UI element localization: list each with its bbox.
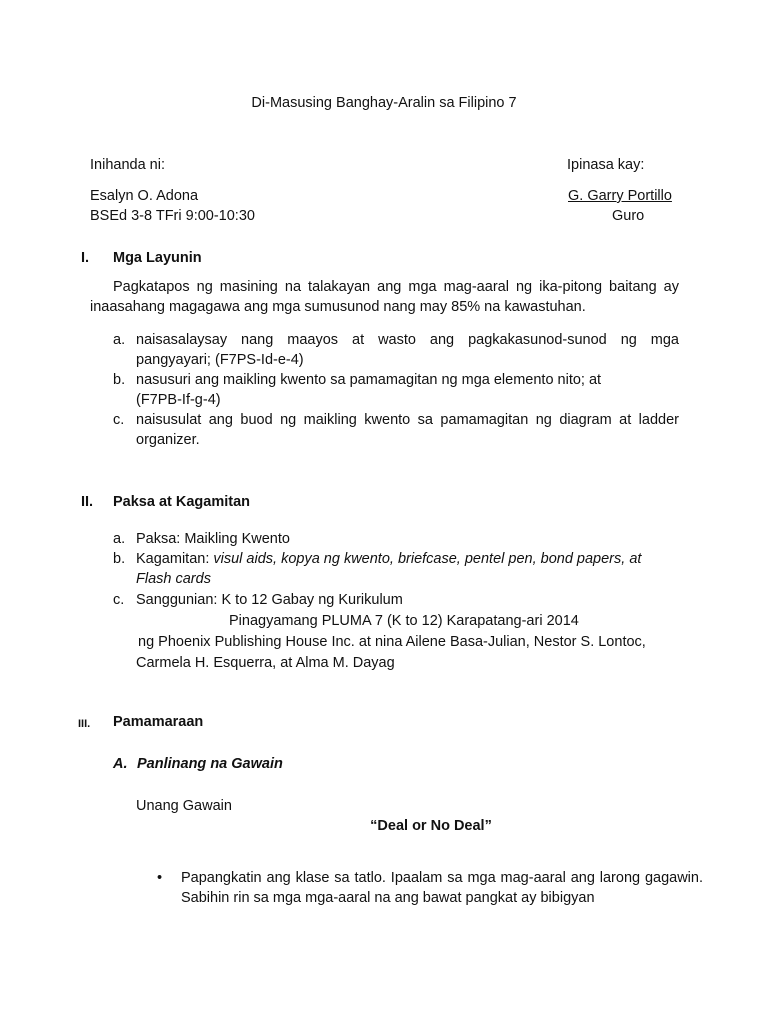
prepared-by-section: BSEd 3-8 TFri 9:00-10:30	[90, 208, 255, 224]
prepared-by-name: Esalyn O. Adona	[90, 188, 199, 204]
section-3-heading: Pamamaraan	[113, 714, 204, 730]
section-2-numeral: II.	[81, 494, 94, 510]
objective-line: nasusuri ang maikling kwento sa pamamagitan ng mga elemento nito; at	[136, 372, 602, 388]
materials-line-2: Flash cards	[136, 571, 211, 587]
section-2-heading: Paksa at Kagamitan	[113, 494, 251, 510]
reference-line-3: ng Phoenix Publishing House Inc. at nina Ailene Basa-Julian, Nestor S. Lontoc,	[138, 634, 646, 650]
bullet-item	[157, 868, 703, 908]
materials-list: visul aids, kopya ng kwento, briefcase, pentel pen, bond papers, at	[213, 551, 642, 567]
section-1-intro: Pagkatapos ng masining na talakayan ang mga mag-aaral ng ika-pitong baitang ay inaasahang magagawa ang mga sumusunod nang may 85% na kawastuhan.	[90, 279, 679, 315]
list-marker: a.	[113, 332, 126, 348]
subsection-marker: A.	[113, 756, 128, 772]
section-1-heading: Mga Layunin	[113, 250, 202, 266]
prepared-by-label: Inihanda ni:	[90, 157, 165, 173]
reference-line-2: Pinagyamang PLUMA 7 (K to 12) Karapatang-ari 2014	[229, 613, 579, 629]
reference-line-4: Carmela H. Esquerra, at Alma M. Dayag	[136, 655, 395, 671]
list-marker: b.	[113, 372, 126, 388]
objective-line: pangyayari; (F7PS-Id-e-4)	[136, 352, 304, 368]
document-title: Di-Masusing Banghay-Aralin sa Filipino 7	[251, 95, 517, 111]
submitted-to-role: Guro	[612, 208, 645, 224]
bullet-icon: •	[157, 870, 163, 886]
objective-item	[113, 330, 679, 370]
objective-line: naisusulat ang buod ng maikling kwento sa pamamagitan ng diagram at ladder	[136, 412, 679, 428]
materials-line	[136, 549, 641, 569]
objectives-list	[113, 330, 679, 450]
objective-line: naisasalaysay nang maayos at wasto ang pagkakasunod-sunod ng mga	[136, 332, 679, 348]
reference-line-1: Sanggunian: K to 12 Gabay ng Kurikulum	[136, 592, 403, 608]
section-3-numeral: III.	[78, 718, 91, 730]
list-marker: a.	[113, 531, 126, 547]
materials-label: Kagamitan:	[136, 551, 214, 567]
objective-line: (F7PB-If-g-4)	[136, 392, 221, 408]
objective-item	[113, 410, 679, 450]
submitted-to-name: G. Garry Portillo	[568, 188, 672, 204]
topic-line: Paksa: Maikling Kwento	[136, 531, 290, 547]
objective-line: organizer.	[136, 432, 200, 448]
activity-title: “Deal or No Deal”	[370, 818, 492, 834]
activity-label: Unang Gawain	[136, 798, 232, 814]
objective-item	[113, 370, 679, 410]
section-1-numeral: I.	[81, 250, 90, 266]
list-marker: c.	[113, 412, 125, 428]
bullet-text: Papangkatin ang klase sa tatlo. Ipaalam sa mga mag-aaral ang larong gagawin. Sabihin rin sa mga mga-aaral na ang bawat pangkat ay bibigyan	[181, 870, 703, 906]
subsection-heading: Panlinang na Gawain	[137, 756, 283, 772]
list-marker: c.	[113, 592, 125, 608]
submitted-to-label: Ipinasa kay:	[567, 157, 645, 173]
list-marker: b.	[113, 551, 126, 567]
